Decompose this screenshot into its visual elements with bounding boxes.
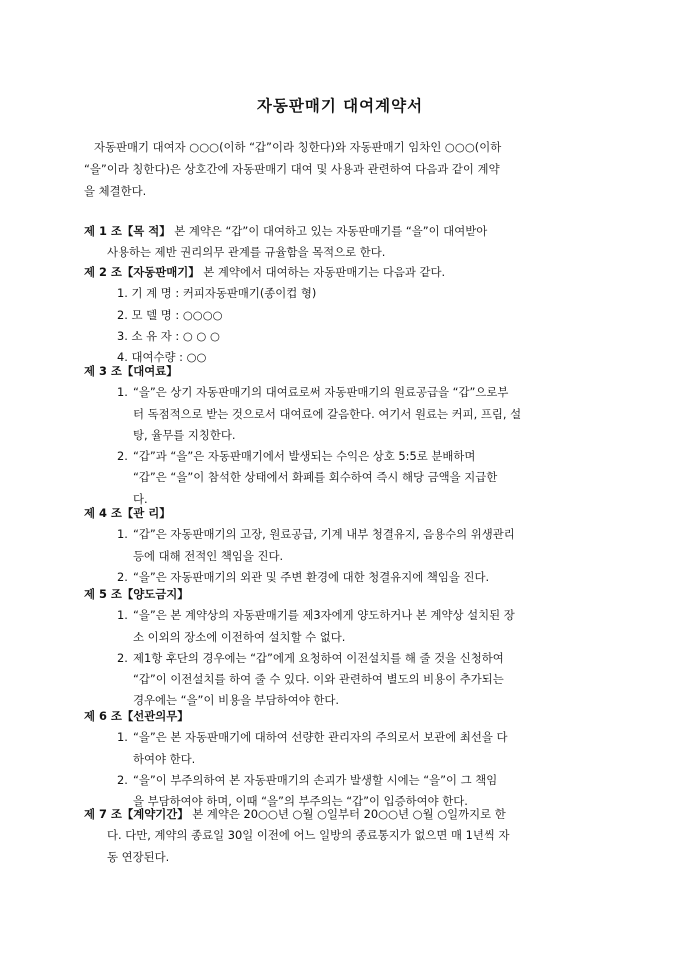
clause-text [133,382,604,446]
clause-line: “을”은 본 계약상의 자동판매기를 제3자에게 양도하거나 본 계약상 설치된 장 [133,608,515,623]
article-title: 【자동판매기】 [121,265,200,279]
clause-line: 등에 대해 전적인 책임을 진다. [133,548,284,563]
article-number: 제 4 조 [84,506,122,520]
clause-number: 2. [117,772,128,787]
article-number: 제 7 조 [84,807,122,821]
article-title: 【선관의무】 [121,709,189,723]
article-2 [84,262,604,368]
clause-line: “을”은 본 자동판매기에 대하여 선량한 관리자의 주의로서 보관에 최선을 다 [133,730,508,745]
clause-text [133,524,604,567]
clause-line: 터 독점적으로 받는 것으로서 대여료에 갈음한다. 여기서 원료는 커피, 프림, 설 [133,406,522,421]
document-title: 자동판매기 대여계약서 [256,97,424,115]
article-text: 본 계약은 “갑”이 대여하고 있는 자동판매기를 “을”이 대여받아 [170,224,488,238]
article-clause [117,727,604,770]
article-number: 제 2 조 [84,265,122,279]
article-heading [84,221,604,242]
article-title: 【계약기간】 [121,807,189,821]
article-clause [117,382,604,446]
article-heading [84,503,604,524]
article-1 [84,221,604,264]
article-heading [84,262,604,283]
clause-text [133,648,604,712]
clause-number: 1. [117,608,128,623]
article-clause [117,446,604,510]
clause-line: “갑”은 자동판매기의 고장, 원료공급, 기계 내부 청결유지, 음용수의 위생관리 [133,527,515,542]
article-clause [117,524,604,567]
article-number: 제 1 조 [84,224,122,238]
intro-line: 을 체결한다. [84,184,147,198]
article-continuation: 다. 다만, 계약의 종료일 30일 이전에 어느 일방의 종료통지가 없으면 매 1년씩 자 [107,828,510,843]
clause-number: 1. [117,730,128,745]
clause-line: 탕, 율무를 지칭한다. [133,427,236,442]
clause-line: 하여야 한다. [133,751,196,766]
clause-number: 2. [117,449,128,464]
article-number: 제 5 조 [84,587,122,601]
clause-line: 제1항 후단의 경우에는 “갑”에게 요청하여 이전설치를 해 줄 것을 신청하여 [133,650,504,665]
clause-line: “갑”은 “을”이 참석한 상태에서 화폐를 회수하여 즉시 해당 금액을 지급한 [133,470,498,485]
article-heading [84,706,604,727]
clause-line: “을”은 상기 자동판매기의 대여료로써 자동판매기의 원료공급을 “갑”으로부 [133,385,509,400]
article-item: 1. 기 계 명 : 커피자동판매기(종이컵 형) [117,286,317,301]
intro-line: “을”이라 칭한다)은 상호간에 자동판매기 대여 및 사용과 관련하여 다음과 같이 계약 [84,162,500,176]
clause-line: 을 부담하여야 하며, 이때 “을”의 부주의는 “갑”이 입증하여야 한다. [133,794,468,809]
article-3 [84,361,604,510]
clause-number: 1. [117,527,128,542]
clause-number: 2. [117,650,128,665]
article-continuation: 사용하는 제반 권리의무 관계를 규율함을 목적으로 한다. [107,245,386,260]
clause-line: “갑”이 이전설치를 하여 줄 수 있다. 이와 관련하여 별도의 비용이 추가되는 [133,672,504,687]
article-clause [117,648,604,712]
intro-paragraph [84,136,604,202]
clause-line: 경우에는 “을”이 비용을 부담하여야 한다. [133,693,339,708]
article-item: 3. 소 유 자 : ○ ○ ○ [117,328,220,343]
clause-number: 2. [117,569,128,584]
article-4 [84,503,604,588]
article-6 [84,706,604,812]
clause-line: “을”은 자동판매기의 외관 및 주변 환경에 대한 청결유지에 책임을 진다. [133,569,490,584]
clause-text [133,727,604,770]
article-title: 【대여료】 [121,364,178,378]
article-text: 본 계약은 20○○년 ○월 ○일부터 20○○년 ○월 ○일까지로 한 [188,807,506,821]
article-clause [117,605,604,648]
clause-line: “갑”과 “을”은 자동판매기에서 발생되는 수익은 상호 5:5로 분배하며 [133,449,476,464]
article-number: 제 6 조 [84,709,122,723]
article-heading [84,361,604,382]
intro-line: 자동판매기 대여자 ○○○(이하 “갑”이라 칭한다)와 자동판매기 임차인 ○○○(이하 [94,140,502,154]
article-heading [84,584,604,605]
article-title: 【목 적】 [121,224,171,238]
article-continuation: 동 연장된다. [107,849,170,864]
article-7 [84,804,604,868]
article-item: 4. 대여수량 : ○○ [117,350,207,365]
article-item: 2. 모 델 명 : ○○○○ [117,307,223,322]
article-title: 【관 리】 [121,506,171,520]
clause-text [133,446,604,510]
clause-line: 다. [133,491,148,506]
article-5 [84,584,604,712]
clause-text [133,605,604,648]
article-title: 【양도금지】 [121,587,189,601]
clause-line: 소 이외의 장소에 이전하여 설치할 수 없다. [133,629,346,644]
article-text: 본 계약에서 대여하는 자동판매기는 다음과 같다. [199,265,446,279]
article-heading [84,804,604,825]
clause-line: “을”이 부주의하여 본 자동판매기의 손괴가 발생할 시에는 “을”이 그 책임 [133,772,498,787]
clause-number: 1. [117,385,128,400]
article-number: 제 3 조 [84,364,122,378]
